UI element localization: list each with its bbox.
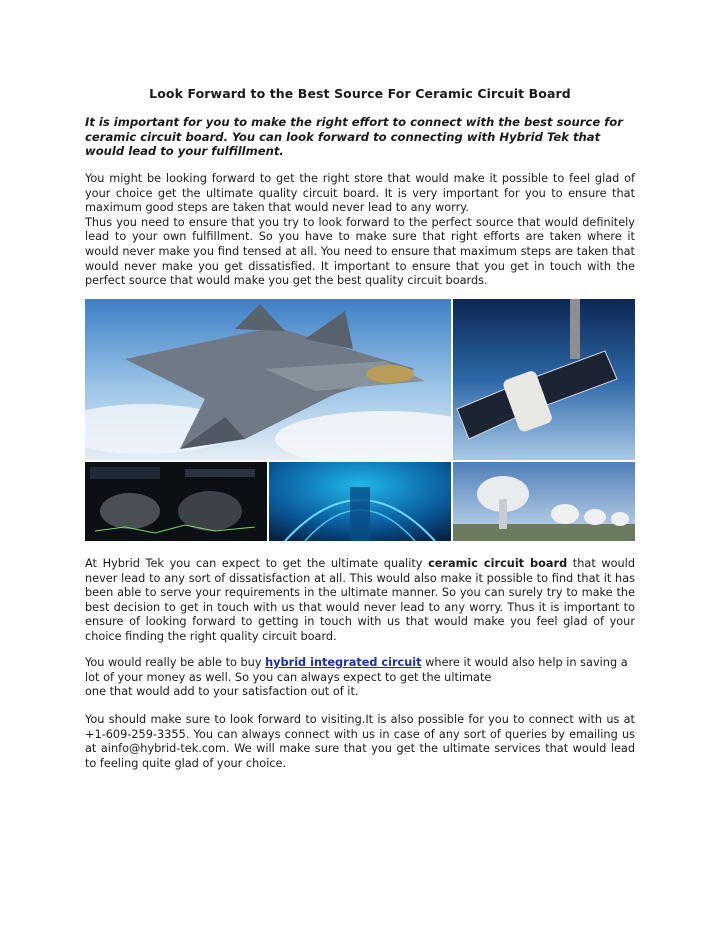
paragraph-2-post: that would never lead to any sort of dissatisfaction at all. This would also make it possible to find that it has been able to serve your requirements in the ultimate manner. So you can surely try to make the best decision to get in touch with us that would never lead to any worry. Thus it is important to ensure of looking forward to getting in touch with us that would make you feel glad of your choice finding the right quality circuit board. — [85, 557, 635, 643]
paragraph-3-post-1: where it would also help in saving a lot of your money as well. So you can always expect to get the ultimate — [85, 656, 628, 684]
paragraph-2 — [85, 557, 635, 645]
paragraph-2-bold: ceramic circuit board — [428, 557, 568, 570]
paragraph-4: You should make sure to look forward to visiting.It is also possible for you to connect with us at +1-609-259-3355. You can always connect with us in case of any sort of queries by emailing us at ainfo@hybrid-tek.com. We will make sure that you get the ultimate services that would lead to feeling quite glad of your choice. — [85, 713, 635, 770]
hybrid-integrated-circuit-link[interactable]: hybrid integrated circuit — [265, 656, 422, 669]
document-title: Look Forward to the Best Source For Ceramic Circuit Board — [149, 86, 571, 101]
medical-monitor-photo — [85, 462, 267, 541]
blue-chamber-photo — [269, 462, 451, 541]
satellite-dishes-photo — [453, 462, 635, 541]
paragraph-1-a: You might be looking forward to get the right store that would make it possible to feel glad of your choice get the ultimate quality circuit board. It is very important for you to ensure that maximum good steps are taken that would never lead to any worry. — [85, 172, 635, 215]
paragraph-1 — [85, 172, 635, 289]
paragraph-2-pre: At Hybrid Tek you can expect to get the ultimate quality — [85, 557, 429, 570]
paragraph-3 — [85, 656, 635, 700]
spacecraft-photo — [453, 299, 635, 460]
paragraph-1-b: Thus you need to ensure that you try to look forward to the perfect source that would definitely lead to your own fulfillment. So you have to make sure that right efforts are taken where it would never make you find tensed at all. You need to ensure that maximum steps are taken that would never make you get dissatisfied. It important to ensure that you get in touch with the perfect source that would make you get the best quality circuit boards. — [85, 215, 635, 288]
image-collage — [85, 299, 635, 541]
intro-paragraph: It is important for you to make the right effort to connect with the best source for ceramic circuit board. You can look forward to connecting with Hybrid Tek that would lead to your fulfillment. — [85, 115, 623, 158]
paragraph-3-pre: You would really be able to buy — [85, 656, 266, 669]
paragraph-3-post-2: one that would add to your satisfaction out of it. — [85, 685, 359, 699]
fighter-jet-photo — [85, 299, 495, 467]
